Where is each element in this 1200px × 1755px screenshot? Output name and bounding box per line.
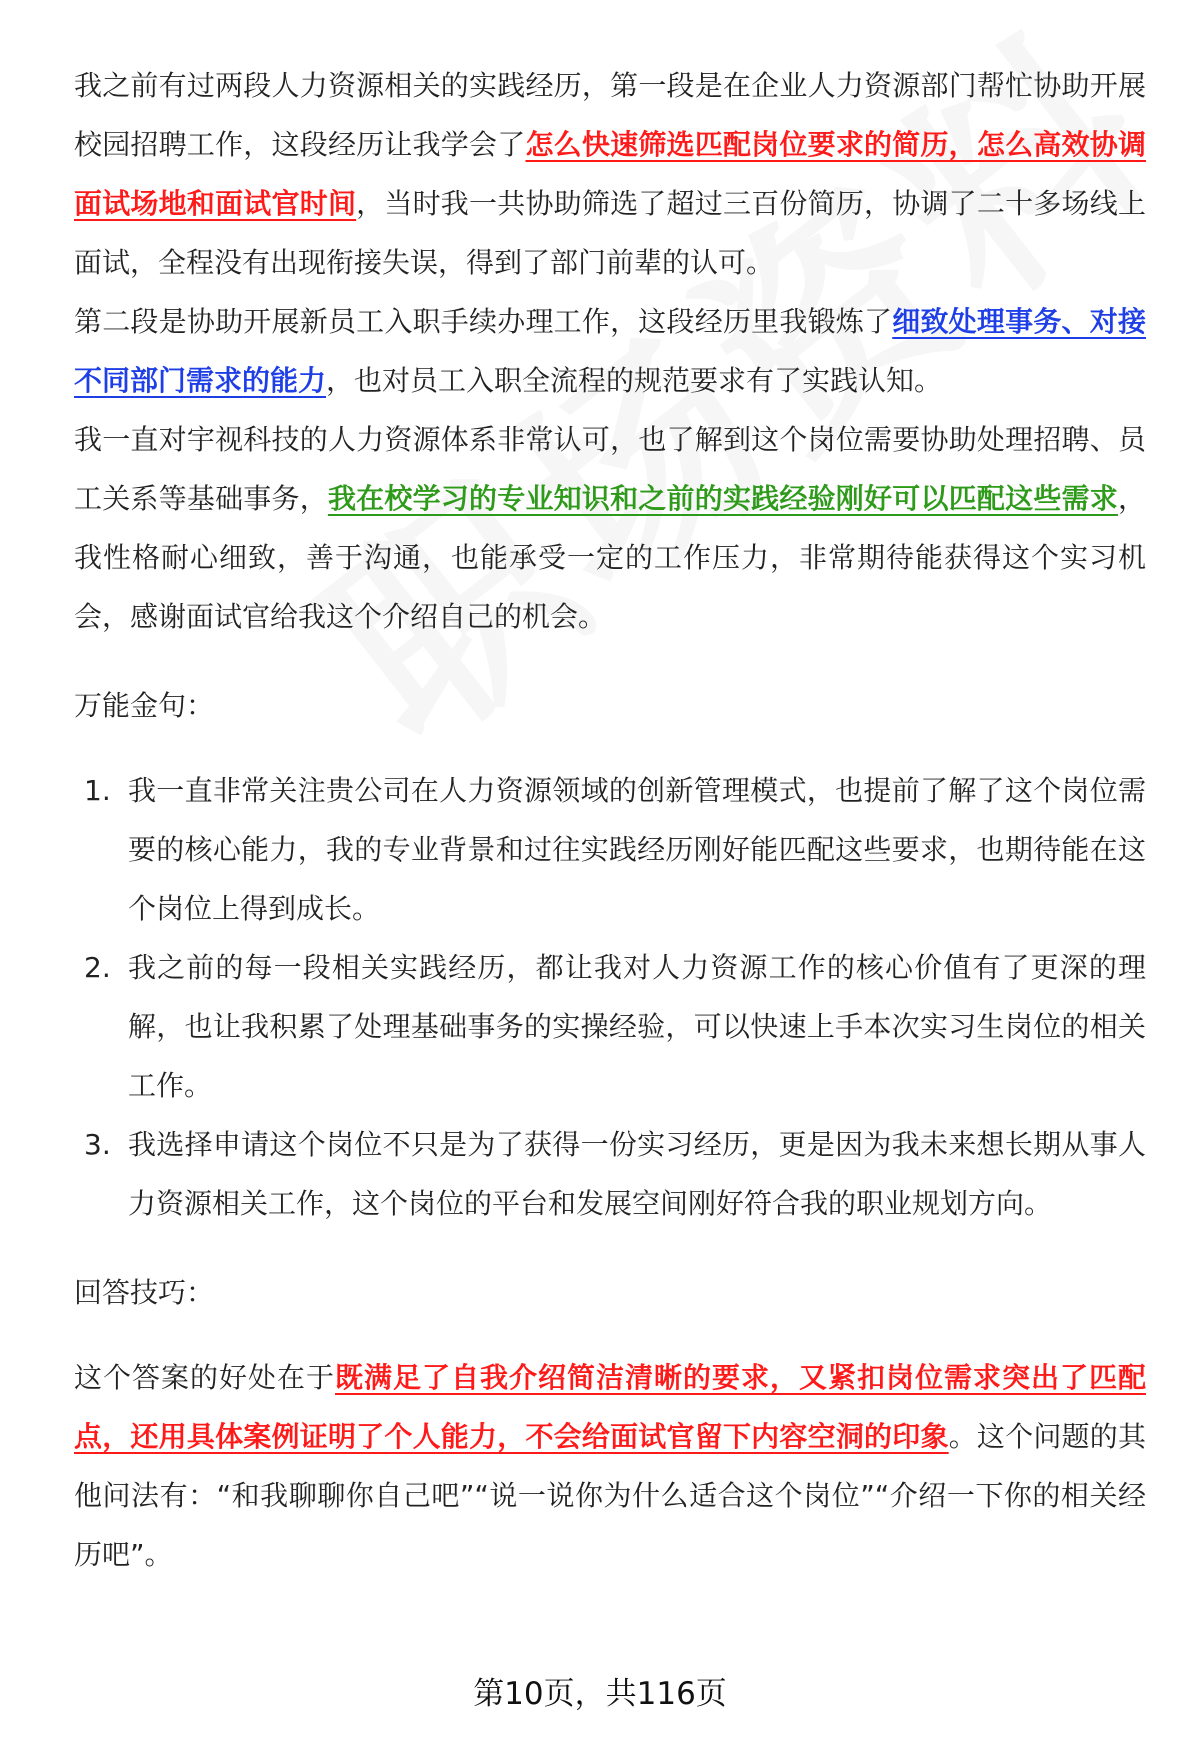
text: 。这个问题的其他问法有：“和我聊聊你自己吧”“说一说你为什么适合这个岗位”“介绍一下你的相关经历吧”。 (74, 1420, 1146, 1571)
highlight-red: 既满足了自我介绍简洁清晰的要求，又紧扣岗位需求突出了匹配点，还用具体案例证明了个人能力，不会给面试官留下内容空洞的印象 (74, 1361, 1146, 1453)
text: 这个答案的好处在于 (74, 1361, 335, 1394)
list-item (74, 1115, 1146, 1233)
list-number: 2. (84, 951, 111, 984)
highlight-green: 我在校学习的专业知识和之前的实践经验刚好可以匹配这些需求 (327, 482, 1118, 515)
text: ，我性格耐心细致，善于沟通，也能承受一定的工作压力，非常期待能获得这个实习机会，感谢面试官给我这个介绍自己的机会。 (74, 482, 1146, 633)
text: 我一直对宇视科技的人力资源体系非常认可，也了解到这个岗位需要协助处理招聘、员工关系等基础事务， (74, 423, 1146, 515)
list-item (74, 938, 1146, 1115)
list-item-text: 我选择申请这个岗位不只是为了获得一份实习经历，更是因为我未来想长期从事人力资源相关工作，这个岗位的平台和发展空间刚好符合我的职业规划方向。 (128, 1128, 1146, 1220)
section-heading-golden-sentences: 万能金句： (74, 689, 215, 722)
list-item-text: 我之前的每一段相关实践经历，都让我对人力资源工作的核心价值有了更深的理解，也让我积累了处理基础事务的实操经验，可以快速上手本次实习生岗位的相关工作。 (128, 951, 1146, 1102)
text: 我之前有过两段人力资源相关的实践经历，第一段是在企业人力资源部门帮忙协助开展校园招聘工作，这段经历让我学会了 (74, 69, 1146, 161)
page-number: 第10页，共116页 (473, 1676, 727, 1712)
list-item (74, 761, 1146, 938)
list-number: 1. (84, 774, 111, 807)
text: ，也对员工入职全流程的规范要求有了实践认知。 (326, 364, 943, 397)
highlight-blue: 细致处理事务、对接不同部门需求的能力 (74, 305, 1146, 397)
document-body (74, 56, 1146, 1584)
paragraph-fit (74, 410, 1146, 646)
section-heading-tips: 回答技巧： (74, 1276, 215, 1309)
text: 第二段是协助开展新员工入职手续办理工作，这段经历里我锻炼了 (74, 305, 893, 338)
list-number: 3. (84, 1128, 111, 1161)
highlight-red: 怎么快速筛选匹配岗位要求的简历，怎么高效协调面试场地和面试官时间 (74, 128, 1146, 220)
list-item-text: 我一直非常关注贵公司在人力资源领域的创新管理模式，也提前了解了这个岗位需要的核心能力，我的专业背景和过往实践经历刚好能匹配这些要求，也期待能在这个岗位上得到成长。 (128, 774, 1146, 925)
paragraph-experience-1 (74, 56, 1146, 292)
golden-sentence-list (74, 761, 1146, 1233)
paragraph-experience-2 (74, 292, 1146, 410)
text: ，当时我一共协助筛选了超过三百份简历，协调了二十多场线上面试，全程没有出现衔接失误，得到了部门前辈的认可。 (74, 187, 1146, 279)
paragraph-tips (74, 1348, 1146, 1584)
